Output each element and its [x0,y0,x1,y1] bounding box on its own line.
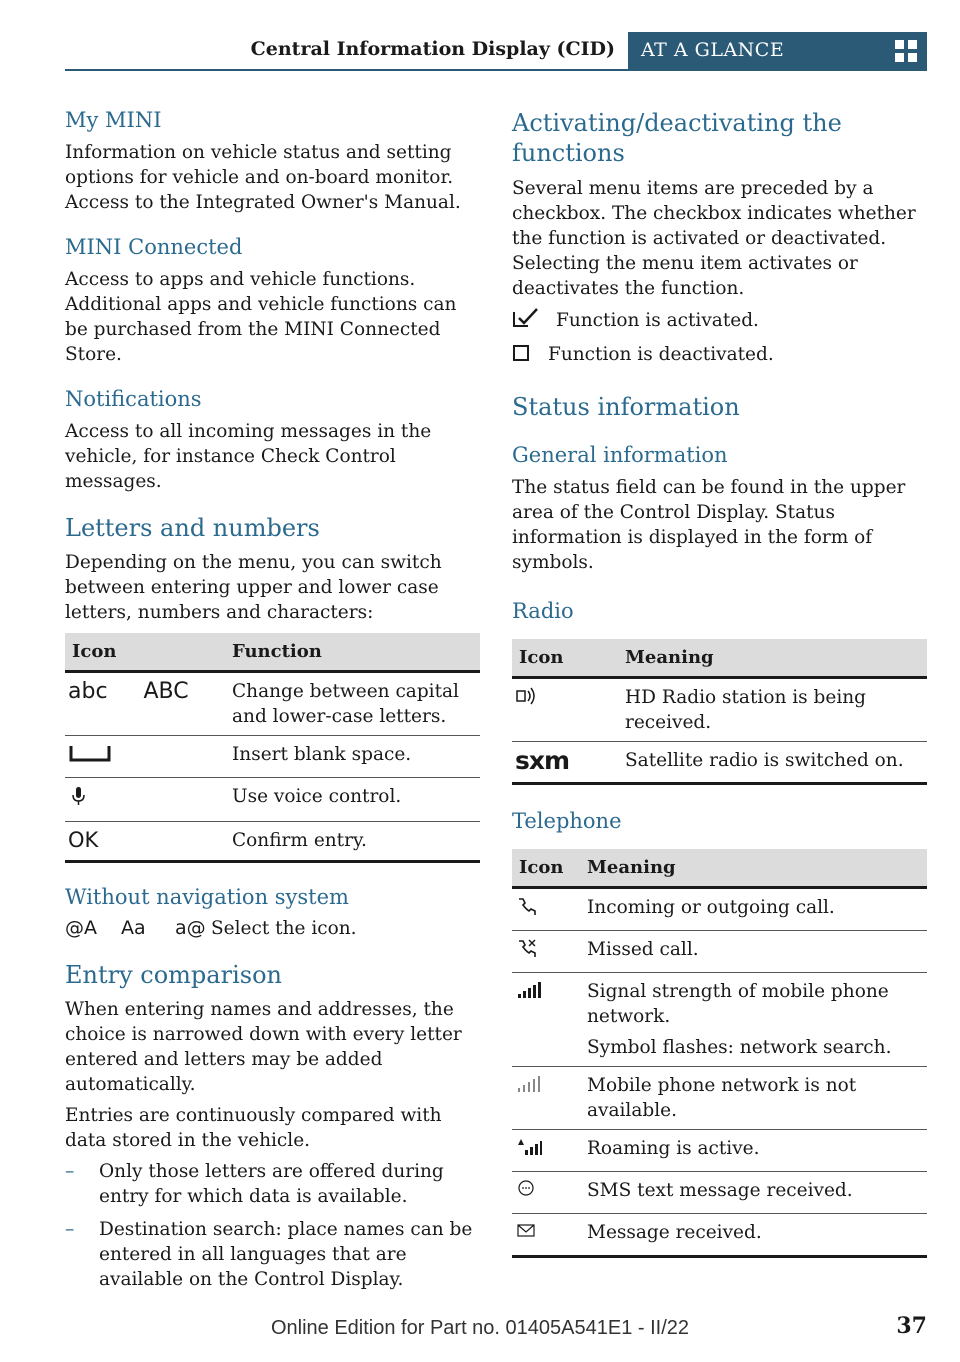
list-item: – Only those letters are offered during entry for which data is available. [65,1161,444,1207]
telephone-table [512,849,927,1258]
table-row [512,742,927,784]
table-row [512,678,927,742]
table-row [512,931,927,973]
checkbox-empty-icon [512,342,532,362]
roaming-icon [515,1136,543,1158]
without-nav-text: Select the icon. [211,917,357,939]
header-rule [65,69,628,71]
activated-text: Function is activated. [556,310,759,331]
table-row [65,778,480,822]
general-info-heading: General information [512,443,728,467]
my-mini-text: Information on vehicle status and setting options for vehicle and on-board monitor. Access to the Integrated Owner's Manual. [65,142,461,213]
missed-call-icon [515,937,537,959]
sxm-icon: sxm [515,746,570,775]
entry-bullets [65,1159,480,1292]
left-column [65,108,480,1300]
entry-comparison-text-1: When entering names and addresses, the choice is narrowed down with every letter entered and letters may be added automatically. [65,999,462,1095]
deactivated-line [512,342,927,367]
activating-heading: Activating/deactivating the functions [512,109,842,167]
space-bar-icon [68,742,112,764]
meaning-extra: Symbol flashes: network search. [587,1037,892,1058]
signal-strength-icon [515,979,543,1001]
my-mini-heading: My MINI [65,108,162,132]
meaning-cell: Signal strength of mobile phone network. [587,981,889,1027]
entry-comparison-text-2: Entries are continuously compared with data stored in the vehicle. [65,1105,442,1151]
meaning-cell: Message received. [580,1214,927,1257]
letters-table [65,633,480,863]
telephone-heading: Telephone [512,809,622,833]
no-network-icon [515,1073,543,1095]
col-header-meaning: Meaning [580,849,927,888]
table-row [512,1130,927,1172]
meaning-cell: Satellite radio is switched on. [618,742,927,784]
footer-edition: Online Edition for Part no. 01405A541E1 - II/22 [270,1317,690,1339]
page-number: 37 [896,1313,927,1339]
general-info-text: The status field can be found in the upper area of the Control Display. Status information is displayed in the form of symbols. [512,477,906,573]
table-row [65,672,480,736]
chapter-tab [628,32,927,71]
meaning-cell: SMS text message received. [580,1172,927,1214]
hd-radio-icon [515,685,541,707]
col-header-icon: Icon [65,633,225,672]
col-header-meaning: Meaning [618,639,927,678]
col-header-function: Function [225,633,480,672]
microphone-icon [68,784,90,808]
table-row [65,736,480,778]
entry-comparison-heading: Entry comparison [65,961,282,989]
lowercase-abc-icon: abc [68,679,108,704]
col-header-icon: Icon [512,639,618,678]
checkbox-checked-icon [512,307,540,329]
table-row [512,1172,927,1214]
function-cell: Confirm entry. [225,822,480,862]
meaning-cell: HD Radio station is being received. [618,678,927,742]
mini-connected-heading: MINI Connected [65,235,243,259]
radio-table [512,639,927,785]
at-lower-icon: a@ [175,917,206,939]
chapter-title: AT A GLANCE [641,39,785,61]
without-nav-heading: Without navigation system [65,885,349,909]
function-cell: Insert blank space. [225,736,480,778]
col-header-icon: Icon [512,849,580,888]
right-column [512,108,927,1258]
phone-call-icon [515,895,537,917]
page-header [65,32,927,72]
deactivated-text: Function is deactivated. [548,344,774,365]
case-toggle-icon: Aa [121,917,146,939]
table-row [512,1214,927,1257]
notifications-heading: Notifications [65,387,202,411]
table-row [512,973,927,1067]
ok-icon: OK [68,828,99,852]
envelope-icon [515,1220,537,1242]
letters-heading: Letters and numbers [65,514,320,542]
activating-text: Several menu items are preceded by a checkbox. The checkbox indicates whether the function is activated or deactivated. Selecting the menu item activates or deactivates the function. [512,178,916,299]
function-cell: Change between capital and lower-case letters. [225,672,480,736]
meaning-cell: Missed call. [580,931,927,973]
notifications-text: Access to all incoming messages in the vehicle, for instance Check Control messages. [65,421,432,492]
nav-icons-row [65,917,480,939]
radio-heading: Radio [512,599,574,623]
meaning-cell: Roaming is active. [580,1130,927,1172]
list-item: – Destination search: place names can be entered in all languages that are available on the Control Display. [65,1219,473,1290]
function-cell: Use voice control. [225,778,480,822]
status-heading: Status information [512,393,740,421]
at-upper-icon: @A [65,917,97,939]
table-row [65,822,480,862]
section-title: Central Information Display (CID) [250,38,615,60]
table-row [512,888,927,931]
grid-icon [895,40,917,62]
activated-line [512,307,927,334]
letters-text: Depending on the menu, you can switch between entering upper and lower case letters, numbers and characters: [65,552,442,623]
table-row [512,1067,927,1130]
uppercase-abc-icon: ABC [143,679,189,704]
meaning-cell: Mobile phone network is not available. [580,1067,927,1130]
sms-icon [515,1178,537,1200]
meaning-cell: Incoming or outgoing call. [580,888,927,931]
mini-connected-text: Access to apps and vehicle functions. Additional apps and vehicle functions can be purchased from the MINI Connected Store. [65,269,457,365]
